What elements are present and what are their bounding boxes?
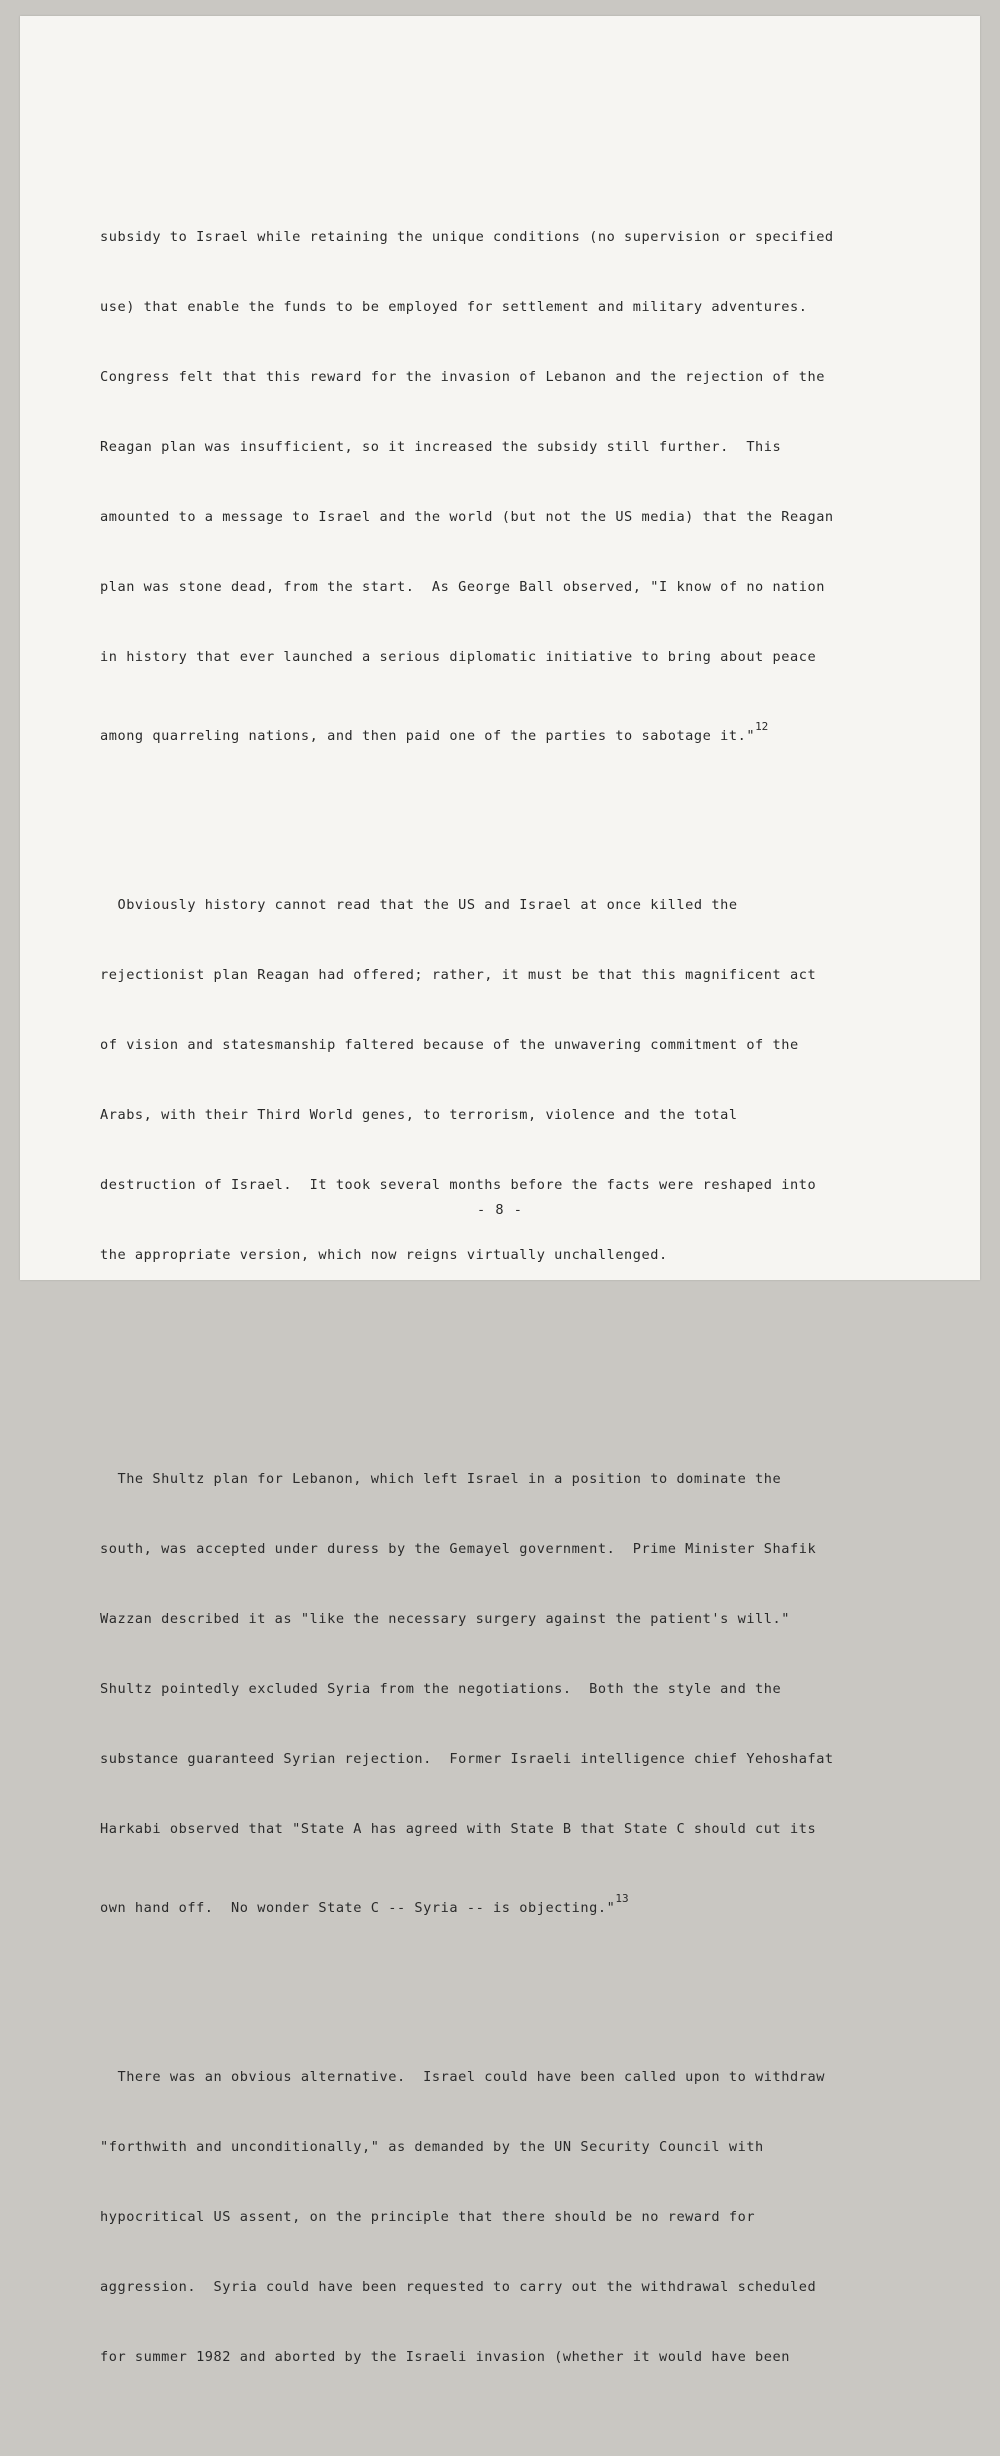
text-line: amounted to a message to Israel and the world (but not the US media) that the Reagan [100,509,834,525]
text-line: subsidy to Israel while retaining the unique conditions (no supervision or specified [100,229,834,245]
text-line: rejectionist plan Reagan had offered; rather, it must be that this magnificent act [100,967,817,983]
text-line [100,708,920,758]
paragraph [100,854,920,1306]
text-line: The Shultz plan for Lebanon, which left Israel in a position to dominate the [100,1471,782,1487]
text-line: Congress felt that this reward for the invasion of Lebanon and the rejection of the [100,369,825,385]
text-line: Shultz pointedly excluded Syria from the negotiations. Both the style and the [100,1681,782,1697]
text-line: the appropriate version, which now reigns virtually unchallenged. [100,1247,668,1263]
text-line: There was an obvious alternative. Israel could have been called upon to withdraw [100,2069,825,2085]
paragraph [100,2026,920,2408]
text-line: destruction of Israel. It took several months before the facts were reshaped into [100,1177,817,1193]
text-line: aggression. Syria could have been requested to carry out the withdrawal scheduled [100,2279,817,2295]
text-line-content: own hand off. No wonder State C -- Syria -- is objecting." [100,1900,616,1916]
text-line: Harkabi observed that "State A has agreed with State B that State C should cut its [100,1821,817,1837]
body-text [100,122,920,2456]
text-line: south, was accepted under duress by the Gemayel government. Prime Minister Shafik [100,1541,817,1557]
text-line: in history that ever launched a serious diplomatic initiative to bring about peace [100,649,817,665]
text-line: Arabs, with their Third World genes, to terrorism, violence and the total [100,1107,738,1123]
footnote-ref: 13 [615,1892,629,1905]
text-line-content: among quarreling nations, and then paid one of the parties to sabotage it." [100,728,756,744]
text-line: Wazzan described it as "like the necessary surgery against the patient's will." [100,1611,790,1627]
text-line: plan was stone dead, from the start. As George Ball observed, "I know of no nation [100,579,825,595]
paragraph [100,1428,920,1962]
text-line: of vision and statesmanship faltered because of the unwavering commitment of the [100,1037,799,1053]
text-line: for summer 1982 and aborted by the Israeli invasion (whether it would have been [100,2349,790,2365]
text-line: Reagan plan was insufficient, so it increased the subsidy still further. This [100,439,782,455]
page-number: - 8 - [477,1202,523,1218]
text-line: Obviously history cannot read that the US and Israel at once killed the [100,897,738,913]
footnote-ref: 12 [755,720,769,733]
text-line: substance guaranteed Syrian rejection. Former Israeli intelligence chief Yehoshafat [100,1751,834,1767]
document-page [20,16,980,2365]
paragraph [100,186,920,790]
text-line: use) that enable the funds to be employed for settlement and military adventures. [100,299,808,315]
text-line: "forthwith and unconditionally," as demanded by the UN Security Council with [100,2139,764,2155]
text-line [100,1880,920,1930]
text-line: hypocritical US assent, on the principle that there should be no reward for [100,2209,756,2225]
